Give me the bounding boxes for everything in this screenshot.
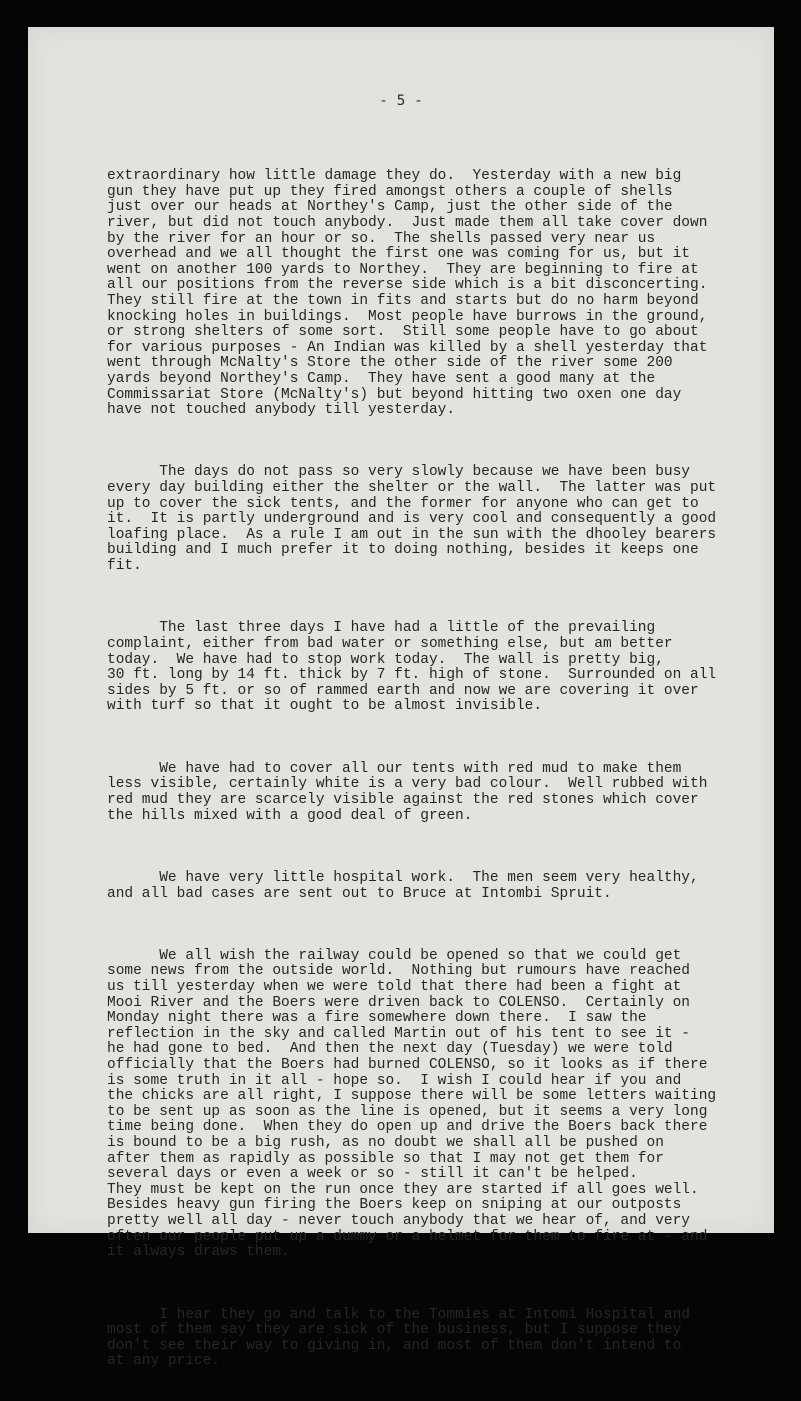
paragraph-4: We have had to cover all our tents with red mud to make them less visible, certainly white is a very bad colour. Well rubbed with red mud they are scarcely visible against the red stones which cover the hills mixed with a good deal of green. bbox=[107, 760, 708, 824]
paragraph-1: extraordinary how little damage they do. Yesterday with a new big gun they have put up they fired amongst others a couple of shells just over our heads at Northey's Camp, just the other side of the river, but did not touch anybody. Just made them all take cover down by the river for an hour or so. The shells passed very near us overhead and we all thought the first one was coming for us, but it went on another 100 yards to Northey. They are beginning to fire at all our positions from the reverse side which is a bit disconcerting. They still fire at the town in fits and starts but do no harm beyond knocking holes in buildings. Most people have burrows in the ground, or strong shelters of some sort. Still some people have to go about for various purposes - An Indian was killed by a shell yesterday that went through McNalty's Store the other side of the river some 200 yards beyond Northey's Camp. They have sent a good many at the Commissariat Store (McNalty's) but beyond hitting two oxen one day have not touched anybody till yesterday. bbox=[107, 168, 708, 419]
letter-body bbox=[107, 138, 767, 1401]
paragraph-2: The days do not pass so very slowly because we have been busy every day building either the shelter or the wall. The latter was put up to cover the sick tents, and the former for anyone who can get to it. It is partly underground and is very cool and consequently a good loafing place. As a rule I am out in the sun with the dhooley bearers building and I much prefer it to doing nothing, besides it keeps one fit. bbox=[107, 464, 717, 575]
paragraph-6: We all wish the railway could be opened so that we could get some news from the outside world. Nothing but rumours have reached us till yesterday when we were told that there had been a fight at Mooi River and the Boers were driven back to COLENSO. Certainly on Monday night there was a fire somewhere down there. I saw the reflection in the sky and called Martin out of his tent to see it - he had gone to bed. And then the next day (Tuesday) we were told officially that the Boers had burned COLENSO, so it looks as if there is some truth in it all - hope so. I wish I could hear if you and the chicks are all right, I suppose there will be some letters waiting to be sent up as soon as the line is opened, but it seems a very long time being done. When they do open up and drive the Boers back there is bound to be a big rush, as no doubt we shall all be pushed on after them as rapidly as possible so that I may not get them for several days or even a week or so - still it can't be helped. They must be kept on the run once they are started if all goes well. Besides heavy gun firing the Boers keep on sniping at our outposts pretty well all day - never touch anybody that we hear of, and very often our people put up a dummy or a helmet for them to fire at - and it always draws them. bbox=[107, 947, 717, 1261]
page-number: - 5 - bbox=[379, 93, 423, 109]
document-page bbox=[28, 27, 774, 1370]
paragraph-5: We have very little hospital work. The men seem very healthy, and all bad cases are sent out to Bruce at Intombi Spruit. bbox=[107, 869, 699, 902]
paragraph-3: The last three days I have had a little of the prevailing complaint, either from bad water or something else, but am better today. We have had to stop work today. The wall is pretty big, 30 ft. long by 14 ft. thick by 7 ft. high of stone. Surrounded on all sides by 5 ft. or so of rammed earth and now we are covering it over with turf so that it ought to be almost invisible. bbox=[107, 620, 717, 715]
paragraph-7: I hear they go and talk to the Tommies at Intomi Hospital and most of them say they are sick of the business, but I suppose they don't see their way to giving in, and most of them don't intend to at any price. bbox=[107, 1306, 690, 1370]
